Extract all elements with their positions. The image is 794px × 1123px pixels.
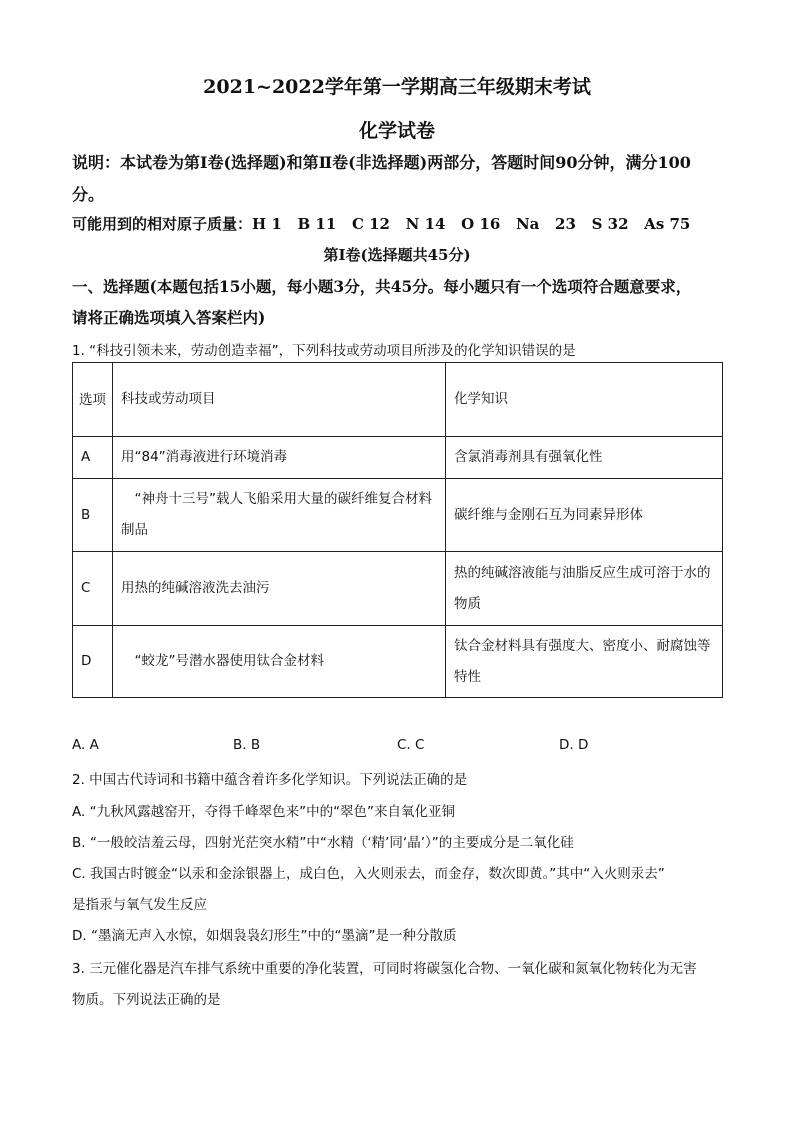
- q2-option-a: A. “九秋风露越窑开，夺得千峰翠色来”中的“翠色”来自氧化亚铜: [72, 804, 456, 820]
- instructions-line2: 分。: [72, 185, 105, 204]
- row-knowledge: 热的纯碱溶液能与油脂反应生成可溶于水的物质: [446, 552, 723, 626]
- atomic-masses: 可能用到的相对原子质量：H 1 B 11 C 12 N 14 O 16 Na 23 S 32 As 75: [72, 215, 691, 233]
- header-knowledge: 化学知识: [446, 363, 723, 437]
- q3-stem-line2: 物质。下列说法正确的是: [72, 992, 221, 1008]
- row-project: “蛟龙”号潜水器使用钛合金材料: [113, 626, 446, 698]
- q2-stem: 2. 中国古代诗词和书籍中蕴含着许多化学知识。下列说法正确的是: [72, 772, 468, 788]
- row-knowledge: 碳纤维与金刚石互为同素异形体: [446, 479, 723, 552]
- row-option: C: [73, 552, 113, 626]
- header-project: 科技或劳动项目: [113, 363, 446, 437]
- section-heading: 第Ⅰ卷(选择题共45分): [323, 246, 471, 264]
- row-option: B: [73, 479, 113, 552]
- q1-choice-a: A. A: [72, 737, 99, 753]
- q2-option-c-line2: 是指汞与氧气发生反应: [72, 897, 207, 913]
- instructions-line1: 说明：本试卷为第Ⅰ卷(选择题)和第Ⅱ卷(非选择题)两部分，答题时间90分钟，满分100: [72, 153, 691, 172]
- q1-choice-c: C. C: [397, 737, 425, 753]
- table-row: [73, 479, 723, 552]
- row-project: 用热的纯碱溶液洗去油污: [113, 552, 446, 626]
- q2-option-d: D. “墨滴无声入水惊，如烟袅袅幻形生”中的“墨滴”是一种分散质: [72, 928, 457, 944]
- row-option: D: [73, 626, 113, 698]
- q2-option-b: B. “一般皎洁羞云母，四射光茫突水精”中“水精（‘精’同‘晶’）”的主要成分是二氧化硅: [72, 835, 574, 851]
- exam-subtitle: 化学试卷: [358, 120, 435, 142]
- q3-stem-line1: 3. 三元催化器是汽车排气系统中重要的净化装置，可同时将碳氢化合物、一氧化碳和氮氧化物转化为无害: [72, 961, 697, 977]
- table-row: [73, 552, 723, 626]
- q2-option-c-line1: C. 我国古时镀金“以汞和金涂银器上，成白色，入火则汞去，而金存，数次即黄。”其中“入火则汞去”: [72, 866, 665, 882]
- q1-choice-b: B. B: [233, 737, 261, 753]
- row-knowledge: 含氯消毒剂具有强氧化性: [446, 437, 723, 479]
- table-row: [73, 626, 723, 698]
- row-knowledge: 钛合金材料具有强度大、密度小、耐腐蚀等特性: [446, 626, 723, 698]
- section-intro-line2: 请将正确选项填入答案栏内): [72, 308, 266, 327]
- section-intro-line1: 一、选择题(本题包括15小题，每小题3分，共45分。每小题只有一个选项符合题意要求，: [72, 277, 692, 296]
- exam-title: 2021~2022学年第一学期高三年级期末考试: [203, 76, 591, 98]
- row-project: “神舟十三号”载人飞船采用大量的碳纤维复合材料制品: [113, 479, 446, 552]
- header-option: 选项: [73, 363, 113, 437]
- table-header-row: [73, 363, 723, 437]
- row-project: 用“84”消毒液进行环境消毒: [113, 437, 446, 479]
- q1-choice-d: D. D: [559, 737, 589, 753]
- q1-options-table: [72, 362, 723, 698]
- q1-stem: 1. “科技引领未来，劳动创造幸福”，下列科技或劳动项目所涉及的化学知识错误的是: [72, 343, 576, 359]
- table-row: [73, 437, 723, 479]
- row-option: A: [73, 437, 113, 479]
